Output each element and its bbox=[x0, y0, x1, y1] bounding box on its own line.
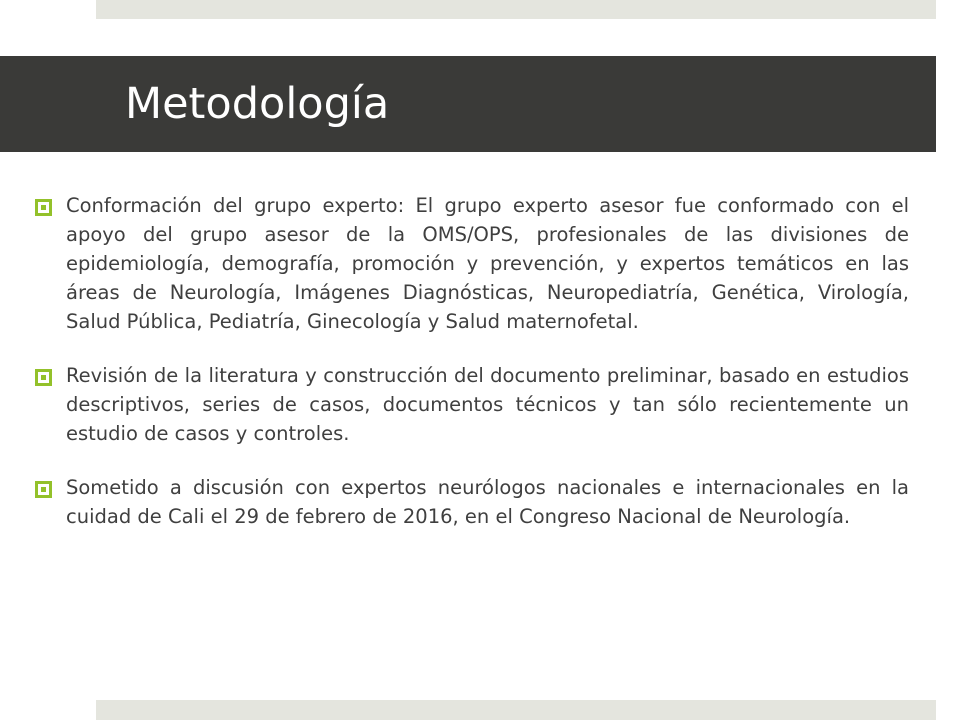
bottom-decorative-strip bbox=[96, 700, 936, 720]
bullet-item-discusion bbox=[66, 473, 909, 531]
slide-title: Metodología bbox=[125, 79, 390, 129]
bullet-text: Conformación del grupo experto: El grupo experto asesor fue conformado con el apoyo del grupo asesor de la OMS/OPS, profesionales de las divisiones de epidemiología, demografía, promoción y prevención, y expertos temáticos en las áreas de Neurología, Imágenes Diagnósticas, Neuropediatría, Genética, Virología, Salud Pública, Pediatría, Ginecología y Salud maternofetal. bbox=[66, 194, 909, 333]
top-decorative-strip bbox=[96, 0, 936, 19]
bullet-item-revision-literatura bbox=[66, 361, 909, 448]
bullet-text: Revisión de la literatura y construcción del documento preliminar, basado en estudios descriptivos, series de casos, documentos técnicos y tan sólo recientemente un estudio de casos y controles. bbox=[66, 364, 909, 445]
bullet-item-grupo-experto bbox=[66, 191, 909, 336]
square-bullet-icon bbox=[35, 481, 52, 498]
square-bullet-icon bbox=[35, 199, 52, 216]
square-bullet-icon bbox=[35, 369, 52, 386]
bullet-list bbox=[66, 191, 909, 531]
bullet-text: Sometido a discusión con expertos neurólogos nacionales e internacionales en la cuidad de Cali el 29 de febrero de 2016, en el Congreso Nacional de Neurología. bbox=[66, 476, 909, 528]
